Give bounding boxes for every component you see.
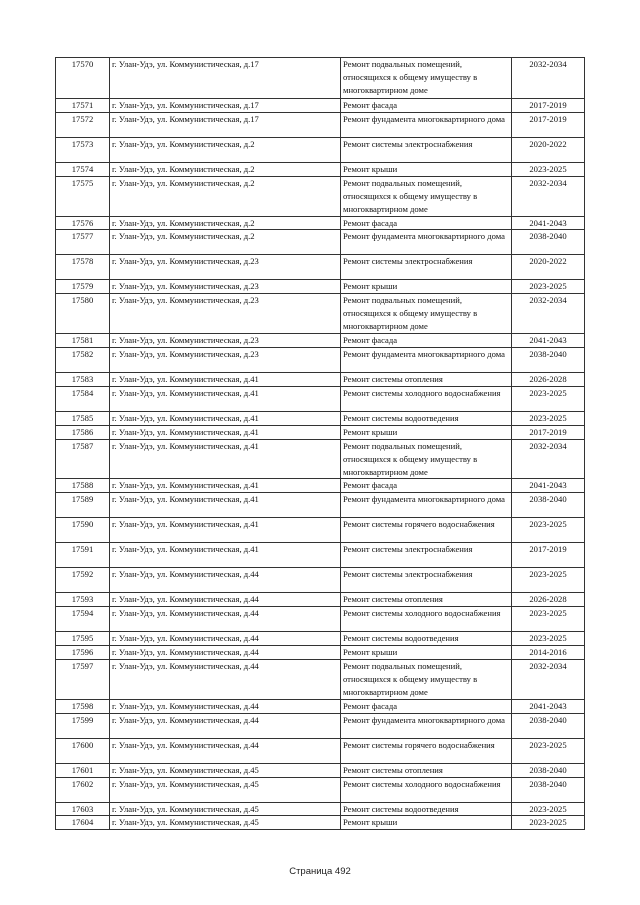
row-period: 2038-2040 — [512, 777, 585, 802]
row-work-type: Ремонт системы электроснабжения — [341, 137, 512, 162]
row-address: г. Улан-Удэ, ул. Коммунистическая, д.17 — [110, 112, 341, 137]
row-work-type: Ремонт системы горячего водоснабжения — [341, 738, 512, 763]
row-period: 2014-2016 — [512, 646, 585, 660]
row-period: 2023-2025 — [512, 632, 585, 646]
table-row — [56, 372, 585, 386]
row-address: г. Улан-Удэ, ул. Коммунистическая, д.41 — [110, 518, 341, 543]
table-row — [56, 99, 585, 113]
table-body — [56, 58, 585, 830]
row-work-type: Ремонт подвальных помещений, относящихся к общему имуществу в многоквартирном доме — [341, 294, 512, 334]
row-period: 2017-2019 — [512, 543, 585, 568]
table-row — [56, 713, 585, 738]
row-work-type: Ремонт подвальных помещений, относящихся к общему имуществу в многоквартирном доме — [341, 660, 512, 700]
row-period: 2032-2034 — [512, 294, 585, 334]
table-row — [56, 58, 585, 99]
row-number: 17601 — [56, 763, 110, 777]
row-work-type: Ремонт фасада — [341, 99, 512, 113]
row-work-type: Ремонт фундамента многоквартирного дома — [341, 713, 512, 738]
row-address: г. Улан-Удэ, ул. Коммунистическая, д.45 — [110, 816, 341, 830]
row-work-type: Ремонт фундамента многоквартирного дома — [341, 112, 512, 137]
row-number: 17584 — [56, 386, 110, 411]
row-address: г. Улан-Удэ, ул. Коммунистическая, д.41 — [110, 543, 341, 568]
table-row — [56, 294, 585, 334]
row-address: г. Улан-Удэ, ул. Коммунистическая, д.23 — [110, 334, 341, 348]
row-work-type: Ремонт фундамента многоквартирного дома — [341, 493, 512, 518]
row-address: г. Улан-Удэ, ул. Коммунистическая, д.41 — [110, 372, 341, 386]
row-number: 17591 — [56, 543, 110, 568]
row-period: 2038-2040 — [512, 493, 585, 518]
table-row — [56, 816, 585, 830]
table-row — [56, 802, 585, 816]
table-row — [56, 763, 585, 777]
row-address: г. Улан-Удэ, ул. Коммунистическая, д.41 — [110, 386, 341, 411]
row-period: 2023-2025 — [512, 386, 585, 411]
row-number: 17578 — [56, 255, 110, 280]
row-work-type: Ремонт системы горячего водоснабжения — [341, 518, 512, 543]
row-address: г. Улан-Удэ, ул. Коммунистическая, д.44 — [110, 593, 341, 607]
row-period: 2017-2019 — [512, 112, 585, 137]
table-row — [56, 479, 585, 493]
row-address: г. Улан-Удэ, ул. Коммунистическая, д.41 — [110, 493, 341, 518]
table-row — [56, 660, 585, 700]
table-row — [56, 699, 585, 713]
table-row — [56, 176, 585, 216]
row-work-type: Ремонт крыши — [341, 162, 512, 176]
table-row — [56, 230, 585, 255]
table-row — [56, 425, 585, 439]
row-number: 17573 — [56, 137, 110, 162]
row-address: г. Улан-Удэ, ул. Коммунистическая, д.23 — [110, 255, 341, 280]
row-period: 2026-2028 — [512, 593, 585, 607]
row-address: г. Улан-Удэ, ул. Коммунистическая, д.45 — [110, 802, 341, 816]
row-period: 2038-2040 — [512, 763, 585, 777]
row-period: 2041-2043 — [512, 216, 585, 230]
row-address: г. Улан-Удэ, ул. Коммунистическая, д.2 — [110, 230, 341, 255]
row-number: 17582 — [56, 347, 110, 372]
row-work-type: Ремонт системы водоотведения — [341, 632, 512, 646]
row-period: 2041-2043 — [512, 334, 585, 348]
table-row — [56, 543, 585, 568]
row-number: 17595 — [56, 632, 110, 646]
table-row — [56, 493, 585, 518]
row-number: 17593 — [56, 593, 110, 607]
row-number: 17588 — [56, 479, 110, 493]
row-period: 2038-2040 — [512, 347, 585, 372]
row-work-type: Ремонт системы холодного водоснабжения — [341, 607, 512, 632]
row-period: 2023-2025 — [512, 802, 585, 816]
row-address: г. Улан-Удэ, ул. Коммунистическая, д.2 — [110, 216, 341, 230]
table-row — [56, 162, 585, 176]
row-period: 2023-2025 — [512, 568, 585, 593]
row-work-type: Ремонт системы водоотведения — [341, 802, 512, 816]
row-address: г. Улан-Удэ, ул. Коммунистическая, д.2 — [110, 137, 341, 162]
row-number: 17594 — [56, 607, 110, 632]
row-number: 17590 — [56, 518, 110, 543]
row-number: 17580 — [56, 294, 110, 334]
table-row — [56, 216, 585, 230]
row-period: 2026-2028 — [512, 372, 585, 386]
row-address: г. Улан-Удэ, ул. Коммунистическая, д.44 — [110, 632, 341, 646]
row-number: 17571 — [56, 99, 110, 113]
row-number: 17581 — [56, 334, 110, 348]
row-period: 2023-2025 — [512, 280, 585, 294]
table-row — [56, 568, 585, 593]
row-period: 2023-2025 — [512, 411, 585, 425]
row-period: 2020-2022 — [512, 255, 585, 280]
row-work-type: Ремонт системы электроснабжения — [341, 543, 512, 568]
table-row — [56, 632, 585, 646]
row-number: 17598 — [56, 699, 110, 713]
row-work-type: Ремонт системы отопления — [341, 372, 512, 386]
row-work-type: Ремонт системы электроснабжения — [341, 255, 512, 280]
row-number: 17600 — [56, 738, 110, 763]
row-period: 2020-2022 — [512, 137, 585, 162]
row-address: г. Улан-Удэ, ул. Коммунистическая, д.41 — [110, 425, 341, 439]
row-period: 2017-2019 — [512, 425, 585, 439]
row-address: г. Улан-Удэ, ул. Коммунистическая, д.45 — [110, 777, 341, 802]
row-number: 17576 — [56, 216, 110, 230]
row-period: 2023-2025 — [512, 738, 585, 763]
row-work-type: Ремонт системы отопления — [341, 593, 512, 607]
row-period: 2023-2025 — [512, 816, 585, 830]
row-work-type: Ремонт системы отопления — [341, 763, 512, 777]
table-row — [56, 255, 585, 280]
row-address: г. Улан-Удэ, ул. Коммунистическая, д.17 — [110, 58, 341, 99]
row-number: 17599 — [56, 713, 110, 738]
row-period: 2038-2040 — [512, 713, 585, 738]
row-work-type: Ремонт крыши — [341, 646, 512, 660]
row-period: 2032-2034 — [512, 58, 585, 99]
row-work-type: Ремонт подвальных помещений, относящихся к общему имуществу в многоквартирном доме — [341, 58, 512, 99]
table-row — [56, 646, 585, 660]
row-number: 17604 — [56, 816, 110, 830]
row-number: 17586 — [56, 425, 110, 439]
row-address: г. Улан-Удэ, ул. Коммунистическая, д.2 — [110, 162, 341, 176]
row-work-type: Ремонт крыши — [341, 425, 512, 439]
table-row — [56, 137, 585, 162]
row-address: г. Улан-Удэ, ул. Коммунистическая, д.45 — [110, 763, 341, 777]
row-address: г. Улан-Удэ, ул. Коммунистическая, д.44 — [110, 646, 341, 660]
row-work-type: Ремонт фасада — [341, 479, 512, 493]
row-period: 2032-2034 — [512, 439, 585, 479]
row-work-type: Ремонт системы электроснабжения — [341, 568, 512, 593]
row-work-type: Ремонт системы водоотведения — [341, 411, 512, 425]
row-work-type: Ремонт фасада — [341, 699, 512, 713]
page-number: Страница 492 — [289, 866, 351, 877]
table-row — [56, 347, 585, 372]
table-row — [56, 607, 585, 632]
row-number: 17597 — [56, 660, 110, 700]
row-number: 17587 — [56, 439, 110, 479]
table-row — [56, 411, 585, 425]
row-address: г. Улан-Удэ, ул. Коммунистическая, д.2 — [110, 176, 341, 216]
row-period: 2017-2019 — [512, 99, 585, 113]
row-number: 17589 — [56, 493, 110, 518]
table-row — [56, 593, 585, 607]
row-number: 17603 — [56, 802, 110, 816]
row-address: г. Улан-Удэ, ул. Коммунистическая, д.23 — [110, 347, 341, 372]
row-address: г. Улан-Удэ, ул. Коммунистическая, д.44 — [110, 699, 341, 713]
row-address: г. Улан-Удэ, ул. Коммунистическая, д.23 — [110, 280, 341, 294]
row-address: г. Улан-Удэ, ул. Коммунистическая, д.41 — [110, 411, 341, 425]
row-period: 2041-2043 — [512, 699, 585, 713]
row-period: 2023-2025 — [512, 162, 585, 176]
row-address: г. Улан-Удэ, ул. Коммунистическая, д.44 — [110, 568, 341, 593]
row-period: 2032-2034 — [512, 660, 585, 700]
table-row — [56, 334, 585, 348]
row-address: г. Улан-Удэ, ул. Коммунистическая, д.44 — [110, 738, 341, 763]
row-number: 17579 — [56, 280, 110, 294]
row-address: г. Улан-Удэ, ул. Коммунистическая, д.44 — [110, 607, 341, 632]
row-period: 2032-2034 — [512, 176, 585, 216]
repair-schedule-table — [55, 57, 585, 830]
table-row — [56, 280, 585, 294]
table-row — [56, 777, 585, 802]
row-number: 17596 — [56, 646, 110, 660]
row-number: 17585 — [56, 411, 110, 425]
row-number: 17570 — [56, 58, 110, 99]
row-work-type: Ремонт подвальных помещений, относящихся к общему имуществу в многоквартирном доме — [341, 176, 512, 216]
row-period: 2023-2025 — [512, 518, 585, 543]
row-number: 17592 — [56, 568, 110, 593]
row-address: г. Улан-Удэ, ул. Коммунистическая, д.41 — [110, 439, 341, 479]
row-address: г. Улан-Удэ, ул. Коммунистическая, д.44 — [110, 660, 341, 700]
row-period: 2023-2025 — [512, 607, 585, 632]
row-work-type: Ремонт подвальных помещений, относящихся к общему имуществу в многоквартирном доме — [341, 439, 512, 479]
table-row — [56, 518, 585, 543]
row-number: 17575 — [56, 176, 110, 216]
row-period: 2038-2040 — [512, 230, 585, 255]
row-number: 17572 — [56, 112, 110, 137]
row-work-type: Ремонт системы холодного водоснабжения — [341, 777, 512, 802]
row-number: 17583 — [56, 372, 110, 386]
row-work-type: Ремонт фундамента многоквартирного дома — [341, 347, 512, 372]
row-work-type: Ремонт фасада — [341, 334, 512, 348]
table-row — [56, 112, 585, 137]
row-work-type: Ремонт крыши — [341, 816, 512, 830]
row-address: г. Улан-Удэ, ул. Коммунистическая, д.23 — [110, 294, 341, 334]
row-number: 17574 — [56, 162, 110, 176]
row-number: 17602 — [56, 777, 110, 802]
table-row — [56, 439, 585, 479]
table-row — [56, 738, 585, 763]
row-period: 2041-2043 — [512, 479, 585, 493]
row-work-type: Ремонт фасада — [341, 216, 512, 230]
row-number: 17577 — [56, 230, 110, 255]
row-work-type: Ремонт крыши — [341, 280, 512, 294]
table-row — [56, 386, 585, 411]
row-work-type: Ремонт системы холодного водоснабжения — [341, 386, 512, 411]
row-address: г. Улан-Удэ, ул. Коммунистическая, д.44 — [110, 713, 341, 738]
row-address: г. Улан-Удэ, ул. Коммунистическая, д.41 — [110, 479, 341, 493]
row-address: г. Улан-Удэ, ул. Коммунистическая, д.17 — [110, 99, 341, 113]
row-work-type: Ремонт фундамента многоквартирного дома — [341, 230, 512, 255]
